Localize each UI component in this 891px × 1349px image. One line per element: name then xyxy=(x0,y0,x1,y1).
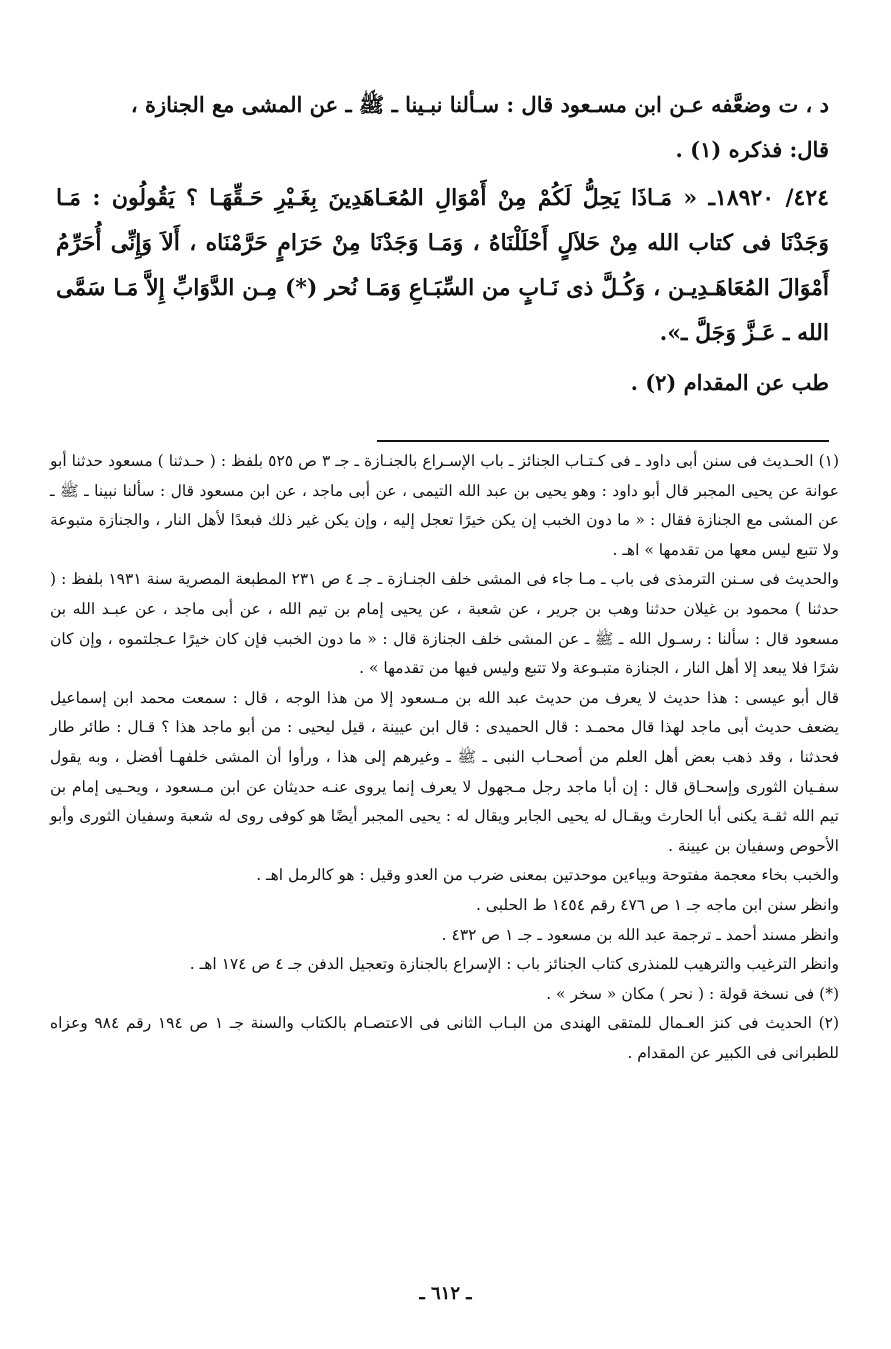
footnote-separator xyxy=(377,440,829,442)
intro-line-2: قال: فذكره (١) . xyxy=(675,137,829,162)
main-text xyxy=(56,82,829,405)
hadith-text: ٤٢٤/ ١٨٩٢٠ـ « مَـاذَا يَحِلُّ لَكُمْ مِنْ أَمْوَالِ المُعَـاهَدِينَ بِغَـيْرِ حَـقِّهَـا ؟ يَقُولُون : مَـا وَجَدْنَا فى كتاب الله مِنْ حَلاَلٍ أَحْلَلْنَاهُ ، وَمَـا وَجَدْنَا مِنْ حَرَامٍ حَرَّمْنَاه ، أَلاَ وَإِنِّى أُحَرِّمُ أَمْوَالَ المُعَاهَـدِيـن ، وَكُـلَّ ذى نَـابٍ من السِّبَـاعِ وَمَـا نُحر (*) مِـن الدَّوَابِّ إِلاَّ مَـا سَمَّى الله ـ عَـزَّ وَجَلَّ ـ». xyxy=(56,185,829,346)
page-number: ـ ٦١٢ ـ xyxy=(419,1283,472,1304)
intro-line-1: د ، ت وضعَّفه عـن ابن مسـعود قال : سـألنا نبـينا ـ ﷺ ـ عن المشى مع الجنازة ، xyxy=(130,92,829,117)
footnote-khabab: والخبب بخاء معجمة مفتوحة وبياءين موحدتين بمعنى ضرب من العدو وقيل : هو كالرمل اهـ . xyxy=(256,866,839,885)
footnote-ibn-majah: وانظر سنن ابن ماجه جـ ١ ص ٤٧٦ رقم ١٤٥٤ ط الحلبى . xyxy=(475,895,839,914)
footnote-star: (*) فى نسخة قولة : ( نحر ) مكان « سخر » . xyxy=(546,984,839,1003)
footnote-targhib: وانظر الترغيب والترهيب للمنذرى كتاب الجنائز باب : الإسراع بالجنازة وتعجيل الدفن جـ ٤ ص ١٧٤ اهـ . xyxy=(189,955,839,974)
footnote-abu-isa: قال أبو عيسى : هذا حديث لا يعرف من حديث عبد الله بن مـسعود إلا من هذا الوجه ، قال : سمعت محمد ابن إسماعيل يضعف حديث أبى ماجد لهذا قال محمـد : قال الحميدى : قال ابن عيينة ، قيل ليحيى : من أبو ماجد هذا ؟ قـال : طائر طار فحدثنا ، وقد ذهب بعض أهل العلم من أصحـاب النبى ـ ﷺ ـ وغيرهم إلى هذا ، ورأوا أن المشى خلفهـا أفضل ، وبه يقول سفـيان الثورى وإسحـاق قال : إن أبا ماجد رجل مـجهول لا يعرف إنما يروى عنـه حديثان عن ابن مـسعود ، ويحـيى إمام بن تيم الله ثقـة يكنى أبا الحارث ويقـال له يحيى الجابر ويقال له : يحيى المجبر أيضًا هو كوفى روى له شعبة وسفيان الثورى وأبو الأحوص وسفيان بن عيينة . xyxy=(50,688,839,855)
footnote-ahmad: وانظر مسند أحمد ـ ترجمة عبد الله بن مسعود ـ جـ ١ ص ٤٣٢ . xyxy=(441,925,839,944)
footnote-tirmidhi: والحديث فى سـنن الترمذى فى باب ـ مـا جاء فى المشى خلف الجنـازة ـ جـ ٤ ص ٢٣١ المطبعة المصرية سنة ١٩٣١ بلفظ : ( حدثنا ) محمود بن غيلان حدثنا وهب بن جرير ، عن شعبة ، عن يحيى إمام بن تيم الله ، عن أبى ماجد ، عن عبـد الله بن مسعود قال : سألنا : رسـول الله ـ ﷺ ـ عن المشى خلف الجنازة قال : « ما دون الخبب فإن كان خيرًا عـجلتموه ، وإن كان شرًا فلا يبعد إلا أهل النار ، الجنازة متبـوعة ولا تتبع وليس فيها من تقدمها » . xyxy=(50,570,840,678)
footnote-1: (١) الحـديث فى سنن أبى داود ـ فى كـتـاب الجنائز ـ باب الإسـراع بالجنـازة ـ جـ ٣ ص ٥٢٥ بلفظ : ( حـدثنا ) مسعود حدثنا أبو عوانة عن يحيى المجبر قال أبو داود : وهو يحيى بن عبد الله التيمى ، عن أبى ماجد ، عن ابن مسعود قال : سألنا نبينا ـ ﷺ ـ عن المشى مع الجنازة فقال : « ما دون الخبب إن يكن خيرًا تعجل إليه ، وإن يكن غير ذلك فبعدًا لأهل النار ، والجنازة متبوعة ولا تتبع ليس معها من تقدمها » اهـ . xyxy=(50,452,840,559)
footnote-2: (٢) الحديث فى كنز العـمال للمتقى الهندى من البـاب الثانى فى الاعتصـام بالكتاب والسنة جـ ١ ص ١٩٤ رقم ٩٨٤ وعزاه للطبرانى فى الكبير عن المقدام . xyxy=(50,1014,840,1062)
hadith-source: طب عن المقدام (٢) . xyxy=(630,370,829,395)
footnotes xyxy=(50,447,839,1068)
